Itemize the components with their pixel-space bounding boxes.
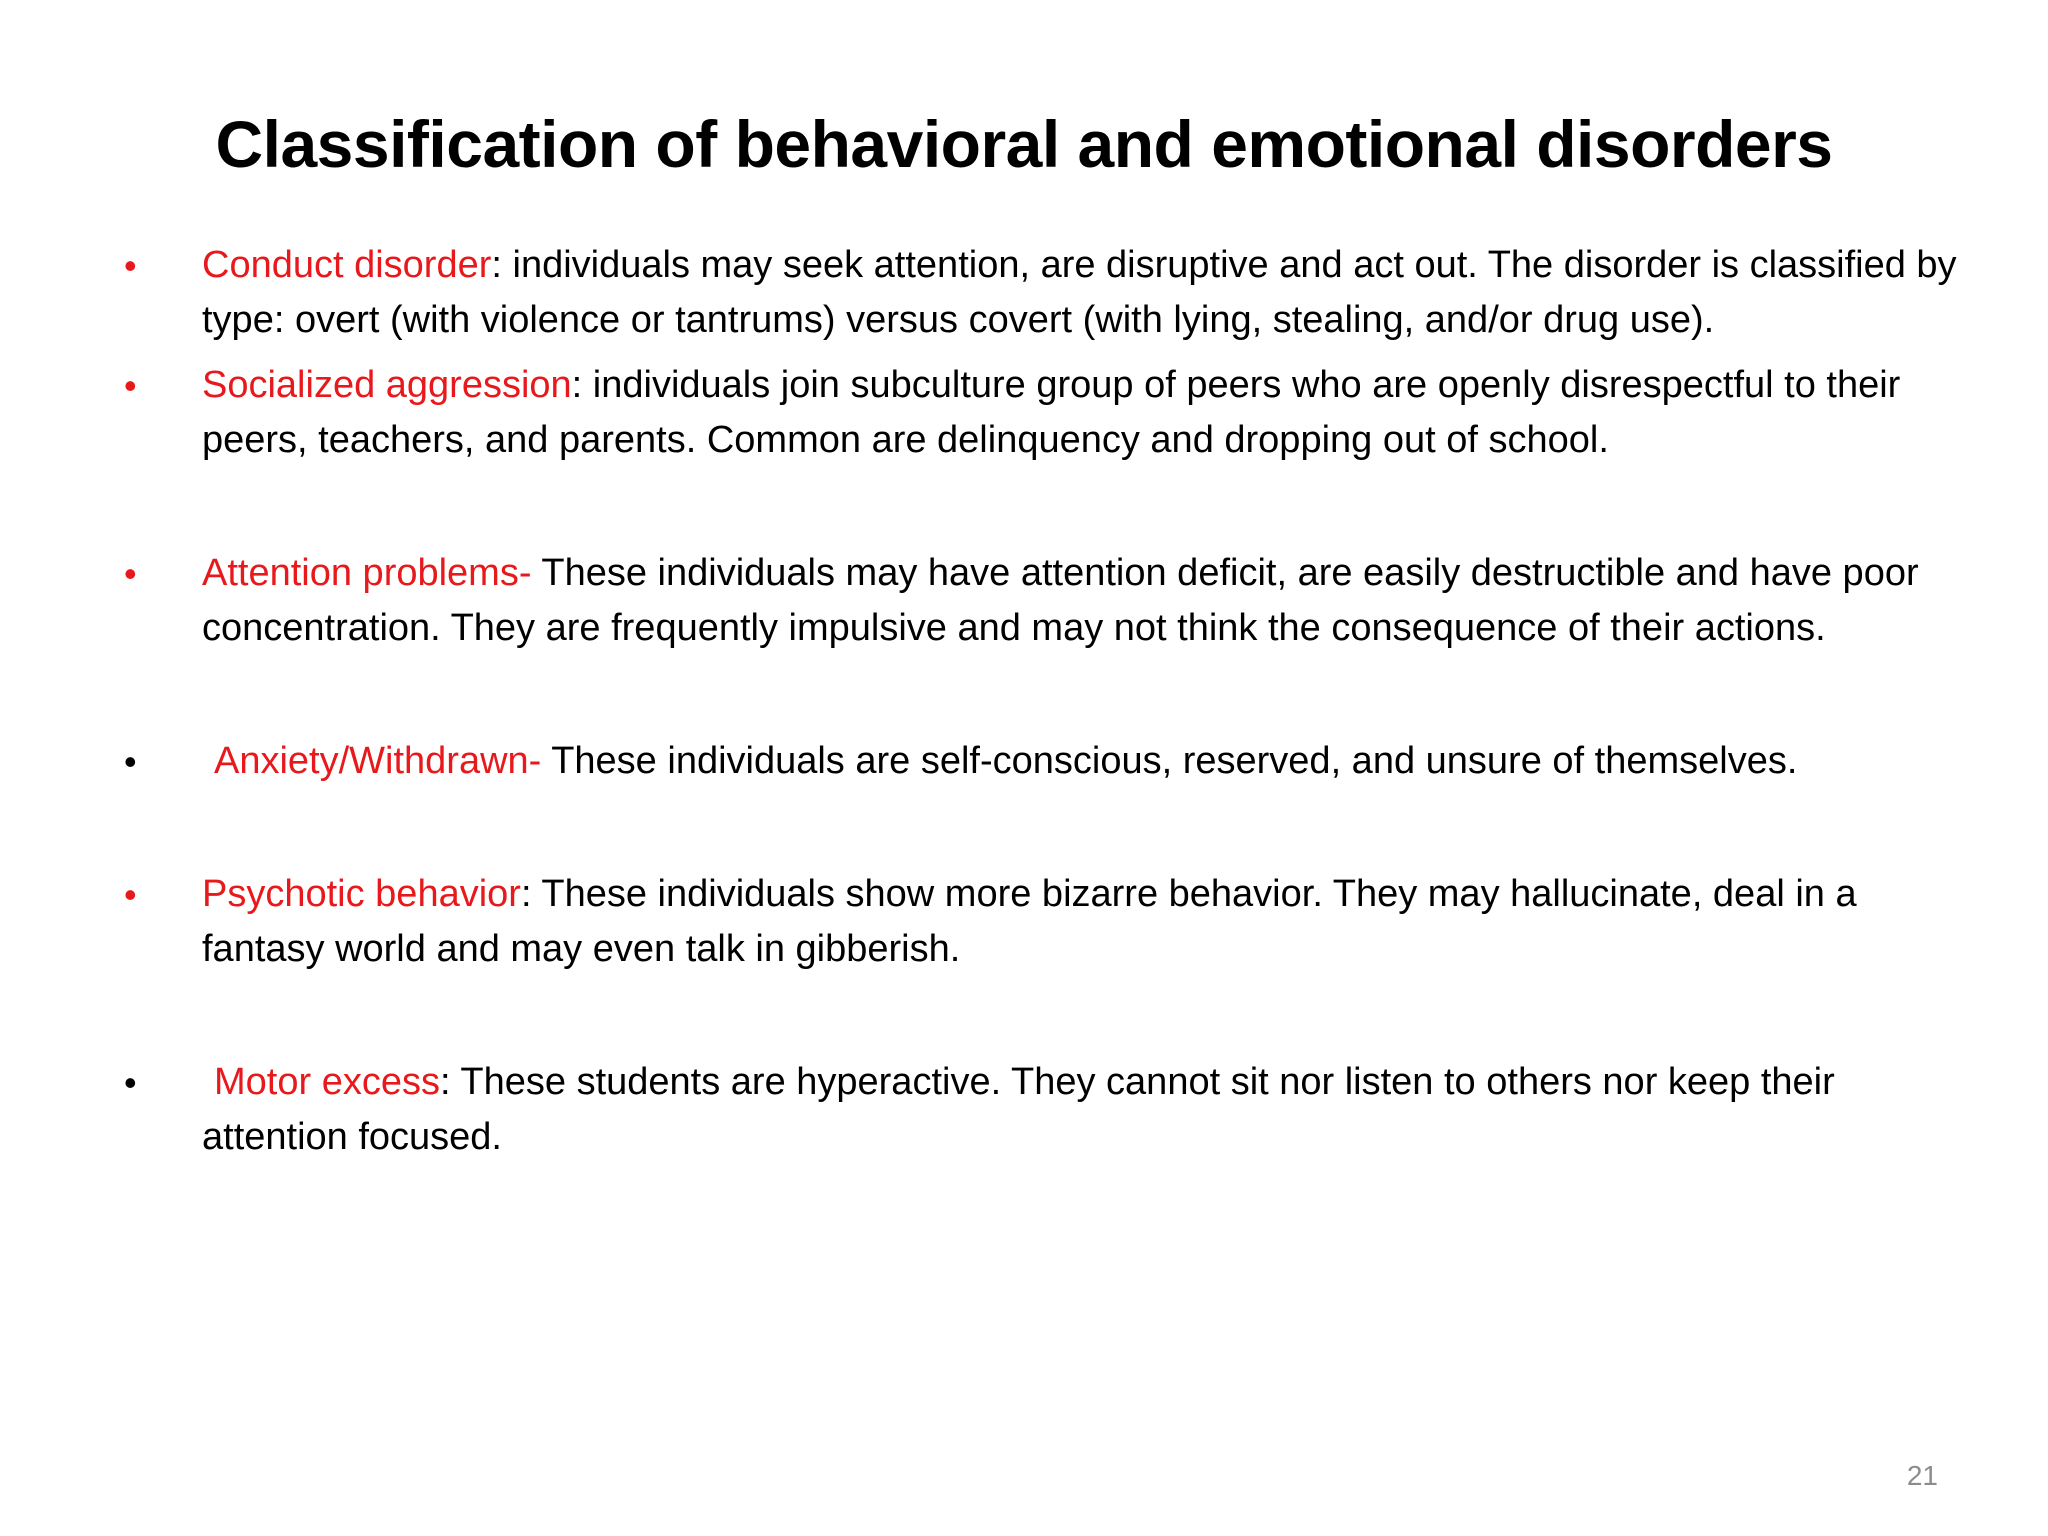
bullet-term: Anxiety/Withdrawn-	[214, 740, 542, 782]
bullet-term: Motor excess	[214, 1061, 440, 1103]
bullet-text: These individuals are self-conscious, reserved, and unsure of themselves.	[541, 740, 1798, 782]
bullet-marker: •	[124, 741, 137, 782]
slide-title: Classification of behavioral and emotional disorders	[215, 107, 1833, 181]
bullet-text: : individuals join subculture group of peers who are openly disrespectful to their peers, teachers, and parents. Common are delinquency and dropping out of school.	[202, 364, 1901, 461]
bullet-term: Socialized aggression	[202, 364, 572, 406]
bullet-marker: •	[124, 553, 137, 594]
bullet-marker: •	[124, 1062, 137, 1103]
bullet-item-socialized-aggression	[118, 358, 1958, 468]
bullet-item-attention-problems	[118, 546, 1958, 656]
bullet-text: : individuals may seek attention, are disruptive and act out. The disorder is classified by type: overt (with violence or tantrums) versus covert (with lying, stealing, and/or drug use).	[202, 244, 1957, 341]
bullet-marker: •	[124, 245, 137, 286]
bullet-text: These individuals may have attention deficit, are easily destructible and have poor concentration. They are frequently impulsive and may not think the consequence of their actions.	[202, 552, 1919, 649]
bullet-item-anxiety-withdrawn	[118, 734, 1958, 789]
bullet-marker: •	[124, 874, 137, 915]
bullet-item-motor-excess	[118, 1055, 1958, 1165]
bullet-term: Psychotic behavior	[202, 873, 521, 915]
bullet-marker: •	[124, 365, 137, 406]
bullet-list	[118, 238, 1958, 1165]
bullet-item-conduct-disorder	[118, 238, 1958, 348]
page-number: 21	[1906, 1460, 1938, 1491]
bullet-text: : These students are hyperactive. They cannot sit nor listen to others nor keep their attention focused.	[202, 1061, 1835, 1158]
bullet-text: : These individuals show more bizarre behavior. They may hallucinate, deal in a fantasy world and may even talk in gibberish.	[202, 873, 1857, 970]
bullet-term: Attention problems-	[202, 552, 532, 594]
bullet-item-psychotic-behavior	[118, 867, 1958, 977]
bullet-term: Conduct disorder	[202, 244, 492, 286]
